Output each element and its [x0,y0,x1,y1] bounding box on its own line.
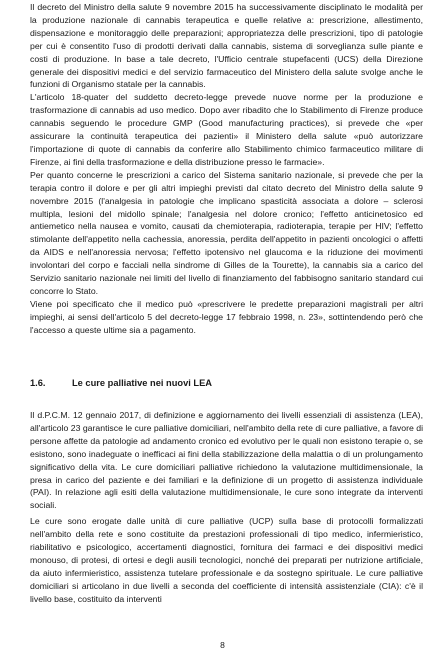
paragraph-dpcm-2017: Il d.P.C.M. 12 gennaio 2017, di definizione e aggiornamento dei livelli essenziali di assistenza (LEA), all'articolo 23 garantisce le cure palliative domiciliari, nell'ambito della rete di cure palliative, a favore di persone affette da patologie ad andamento cronico ed evolutivo per le quali non esistono terapie o, se esistono, sono inadeguate o inefficaci ai fini della stabilizzazione della malattia o di un prolungamento significativo della vita. Le cure domiciliari palliative richiedono la valutazione multidimensionale, la presa in carico del paziente e dei familiari e la definizione di un progetto di assistenza individuale (PAI). In relazione agli esiti della valutazione multidimensionale, le cure sono integrate da interventi sociali. [30,410,424,511]
section-title: Le cure palliative nei nuovi LEA [72,378,213,388]
paragraph-impieghi-magistrali: Viene poi specificato che il medico può «prescrivere le predette preparazioni magistrali per altri impieghi, ai sensi dell'articolo 5 del decreto-legge 17 febbraio 1998, n. 23», sottintendendo però che l'accesso a queste ultime sia a pagamento. [30,298,423,335]
section-number: 1.6. [30,378,46,388]
upper-text-block [30,1,423,337]
paragraph-unita-cure-palliative: Le cure sono erogate dalle unità di cure palliative (UCP) sulla base di protocolli formalizzati nell'ambito della rete e sono costituite da prestazioni professionali di tipo medico, infermieristico, riabilitativo e psicologico, accertamenti diagnostici, fornitura dei farmaci e dei dispositivi medici monouso, di protesi, di ortesi e degli ausili tecnologici, nonché dei preparati per nutrizione artificiale, da aiuto infermieristico, assistenza tutelare professionale e da sostegno spirituale. Le cure palliative domiciliari si articolano in due livelli a seconda del coefficiente di intensità assistenziale (CIA): c'è il livello base, costituito da interventi [30,516,423,604]
section-heading [30,378,212,388]
paragraph-articolo-18-quater: L'articolo 18-quater del suddetto decreto-legge prevede nuove norme per la produzione e trasformazione di cannabis ad uso medico. Dopo aver ribadito che lo Stabilimento di Firenze produce cannabis seguendo le procedure GMP (Good manufacturing practices), si prevede che «per assicurare la continuità terapeutica dei pazienti» il Ministero della salute «può autorizzare l'importazione di quote di cannabis da conferire allo Stabilimento chimico farmaceutico militare di Firenze, ai fini della trasformazione e della distribuzione presso le farmacie». [30,92,423,167]
page-number: 8 [220,640,225,650]
paragraph-prescrizioni-ssn: Per quanto concerne le prescrizioni a carico del Sistema sanitario nazionale, si prevede che per la terapia contro il dolore e per gli altri impieghi previsti dal citato decreto del Ministro della salute 9 novembre 2015 (l'analgesia in patologie che implicano spasticità associata a dolore – sclerosi multipla, lesioni del midollo spinale; l'analgesia nel dolore cronico; l'effetto anticinetosico ed antiemetico nella nausea e vomito, causati da chemioterapia, radioterapia, terapie per HIV; l'effetto stimolante dell'appetito nella cachessia, anoressia, perdita dell'appetito in pazienti oncologici o affetti da AIDS e nell'anoressia nervosa; l'effetto ipotensivo nel glaucoma e la riduzione dei movimenti involontari del corpo e facciali nella sindrome di Gilles de la Tourette), la cannabis sia a carico del Servizio sanitario nazionale nei limiti del livello di finanziamento del fabbisogno sanitario standard cui concorre lo Stato. [30,169,423,296]
paragraph-decreto-2015: Il decreto del Ministro della salute 9 novembre 2015 ha successivamente disciplinato le modalità per la produzione nazionale di cannabis terapeutica e quelle relative a: prescrizione, allestimento, dispensazione e monitoraggio delle preparazioni; appropriatezza delle prescrizioni, tipo di patologie per cui è consentito l'uso di prodotti derivati dalla cannabis, sistema di sorveglianza sulle piante e costi di produzione. In base a tale decreto, l'Ufficio centrale stupefacenti (UCS) della Direzione generale dei dispositivi medici e del servizio farmaceutico del Ministero della salute svolge anche le funzioni di Organismo statale per la cannabis. [30,2,423,90]
lower-text-block [30,409,423,606]
